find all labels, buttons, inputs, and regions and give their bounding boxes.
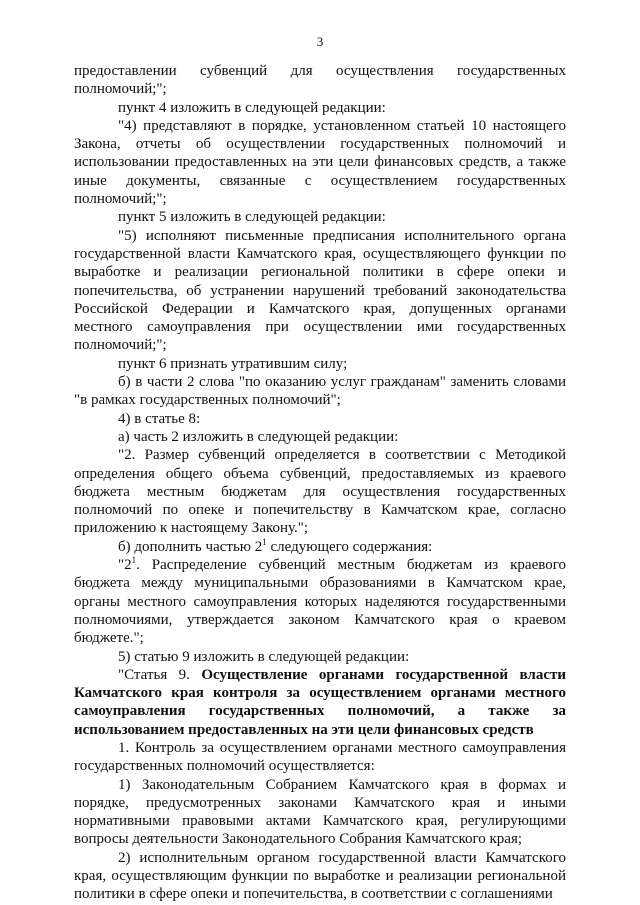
paragraph-text: пункт 4 изложить в следующей редакции: [118,99,386,116]
document-body [74,62,566,904]
paragraph [74,355,566,373]
paragraph [74,666,566,739]
paragraph [74,776,566,849]
paragraph-text: "5) исполняют письменные предписания исполнительного органа государственной власти Камчатского края, осуществляющего функции по выработке и реализации региональной политики в сфере опеки и попечительства, об устранении нарушений требований законодательства Российской Федерации и Камчатского края, допущенных органами местного самоуправления при осуществлении ими государственных полномочий;"; [74,227,566,354]
paragraph [74,117,566,208]
paragraph-text: "2 [118,557,132,574]
paragraph [74,446,566,537]
superscript: 1 [131,555,137,566]
paragraph-text: "Статья 9. [118,666,202,683]
paragraph [74,739,566,776]
paragraph [74,538,566,556]
paragraph [74,99,566,117]
paragraph [74,648,566,666]
paragraph-text: "4) представляют в порядке, установленном статьей 10 настоящего Закона, отчеты об осуществлении государственных полномочий и использовании предоставленных на эти цели финансовых средств, а также иные документы, связанные с осуществлением государственных полномочий;"; [74,117,566,208]
paragraph-text: пункт 6 признать утратившим силу; [118,355,348,372]
paragraph-text: б) в части 2 слова "по оказанию услуг гражданам" заменить словами "в рамках государственных полномочий"; [74,374,566,409]
paragraph [74,410,566,428]
paragraph-text: пункт 5 изложить в следующей редакции: [118,209,386,226]
paragraph [74,227,566,355]
paragraph-text: 1. Контроль за осуществлением органами местного самоуправления государственных полномочий осуществляется: [74,739,566,775]
paragraph-text: "2. Размер субвенций определяется в соответствии с Методикой определения общего объема субвенций, предоставляемых из краевого бюджета местным бюджетам для осуществления государственных полномочий по опеке и попечительству в Камчатском крае, согласно приложению к настоящему Закону."; [74,447,566,537]
paragraph [74,849,566,904]
paragraph-text: 2) исполнительным органом государственной власти Камчатского края, осуществляющим функции по выработке и реализации региональной политики в сфере опеки и попечительства, в соответствии с соглашениями [74,849,566,903]
paragraph-text-continued: . Распределение субвенций местным бюджетам из краевого бюджета между муниципальными образованиями в Камчатском крае, органы местного самоуправления которых наделяются государственными полномочиями, утверждается законом Камчатского края о краевом бюджете."; [74,557,566,647]
paragraph-text: б) дополнить частью 2 [118,538,263,555]
paragraph [74,373,566,410]
page-number: 3 [316,34,324,49]
paragraph-text: а) часть 2 изложить в следующей редакции: [118,428,399,445]
paragraph-text: 1) Законодательным Собранием Камчатского края в формах и порядке, предусмотренных законами Камчатского края и иными нормативными правовыми актами Камчатского края, регулирующими вопросы деятельности Законодательного Собрания Камчатского края; [74,776,566,848]
paragraph-text: 5) статью 9 изложить в следующей редакции: [118,648,410,665]
superscript: 1 [262,536,267,547]
article-heading: Осуществление органами государственной власти Камчатского края контроля за осуществлением органами местного самоуправления государственных полномочий, а также за использованием предоставленных на эти цели финансовых средств [74,666,566,738]
paragraph [74,556,566,647]
paragraph [74,428,566,446]
paragraph-text: предоставлении субвенций для осуществления государственных полномочий;"; [74,63,566,98]
paragraph-text: 4) в статье 8: [118,410,201,427]
paragraph [74,208,566,226]
paragraph-text-continued: следующего содержания: [266,538,433,555]
paragraph [74,62,566,99]
